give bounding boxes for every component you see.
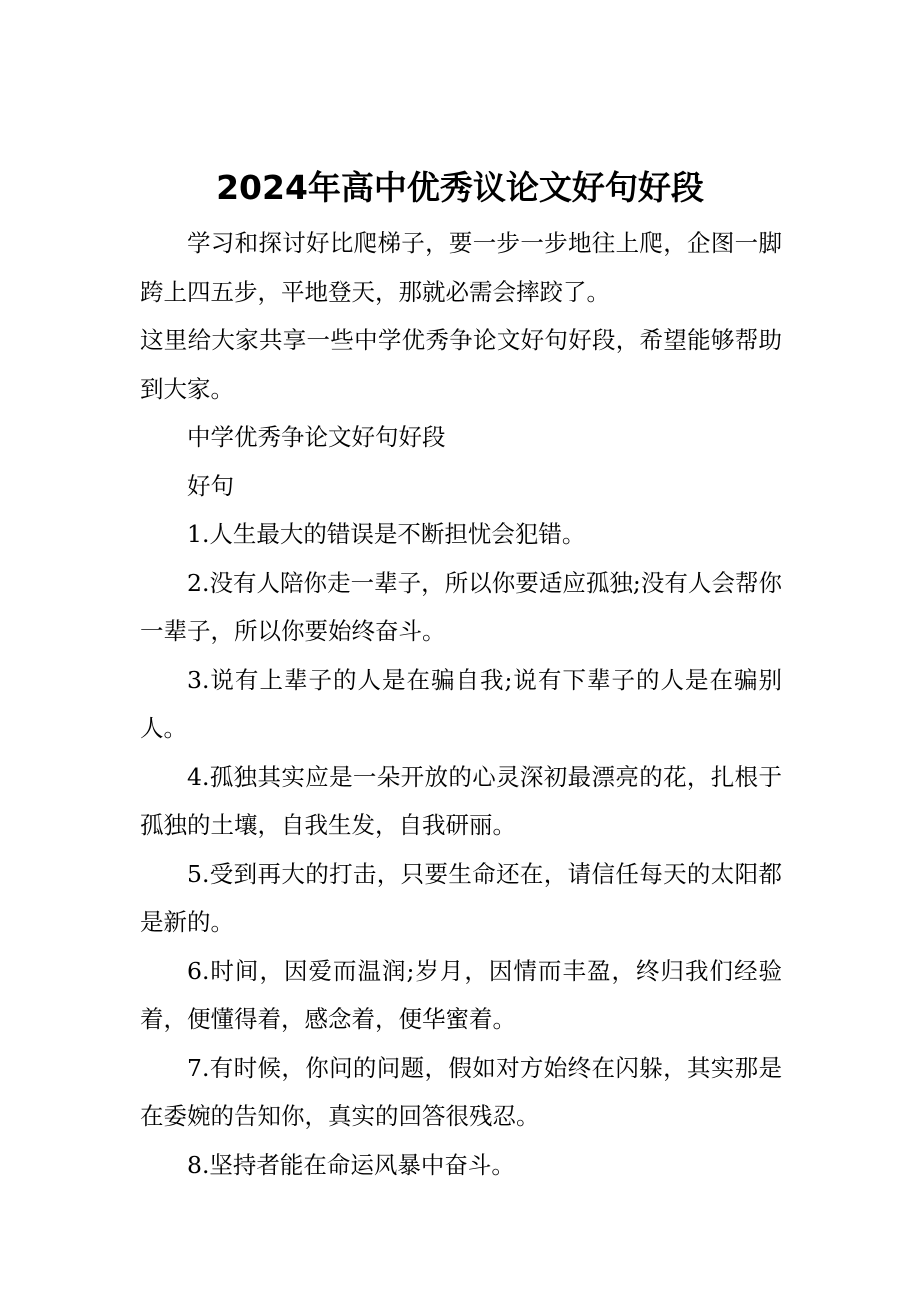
list-item: 8.坚持者能在命运风暴中奋斗。 <box>187 1150 515 1179</box>
document-body <box>140 219 782 1189</box>
subsection-heading: 好句 <box>187 471 234 500</box>
section-heading: 中学优秀争论文好句好段 <box>187 423 446 451</box>
paragraph-intro: 学习和探讨好比爬梯子，要一步一步地往上爬，企图一脚跨上四五步，平地登天，那就必需会摔跤了。 <box>140 229 782 306</box>
list-item: 2.没有人陪你走一辈子，所以你要适应孤独;没有人会帮你一辈子，所以你要始终奋斗。 <box>140 568 782 645</box>
document-title: 2024年高中优秀议论文好句好段 <box>216 168 704 208</box>
list-item: 7.有时候，你问的问题，假如对方始终在闪躲，其实那是在委婉的告知你，真实的回答很残忍。 <box>140 1053 782 1130</box>
list-item: 4.孤独其实应是一朵开放的心灵深初最漂亮的花，扎根于孤独的土壤，自我生发，自我研丽。 <box>140 762 782 839</box>
list-item: 1.人生最大的错误是不断担忧会犯错。 <box>187 520 586 548</box>
list-item: 3.说有上辈子的人是在骗自我;说有下辈子的人是在骗别人。 <box>140 665 782 742</box>
list-item: 5.受到再大的打击，只要生命还在，请信任每天的太阳都是新的。 <box>140 859 782 936</box>
paragraph-share: 这里给大家共享一些中学优秀争论文好句好段，希望能够帮助到大家。 <box>140 326 782 403</box>
list-item: 6.时间，因爱而温润;岁月，因情而丰盈，终归我们经验着，便懂得着，感念着，便华蜜着。 <box>140 956 782 1033</box>
